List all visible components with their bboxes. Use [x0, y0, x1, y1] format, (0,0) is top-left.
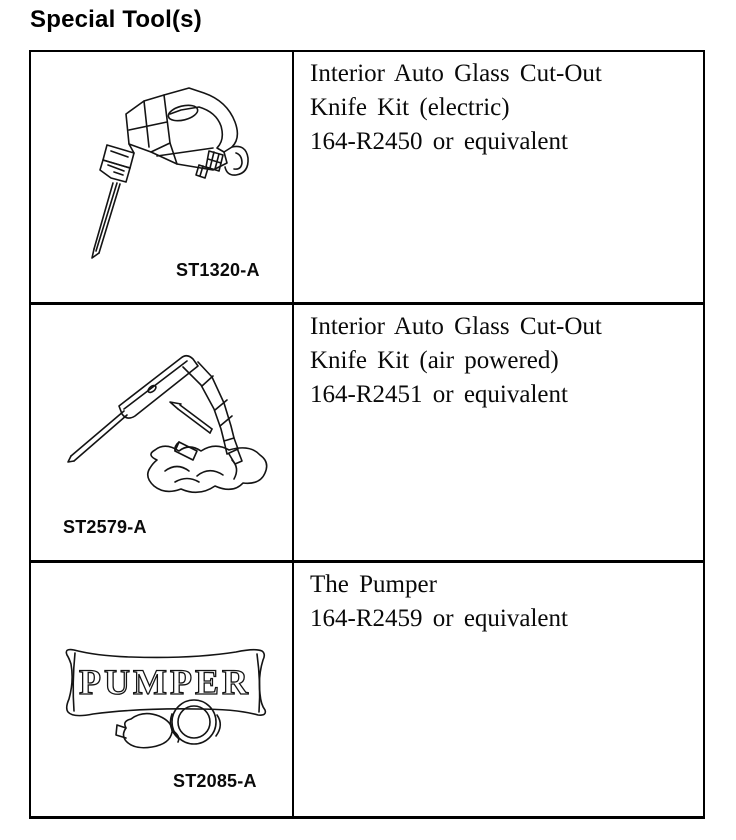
page-title: Special Tool(s) — [30, 6, 202, 33]
description-line: Knife Kit (electric) — [310, 94, 510, 121]
description-cell — [294, 305, 703, 560]
table-row-pumper — [31, 563, 703, 816]
illustration-cell — [31, 52, 294, 302]
description-line: 164-R2451 or equivalent — [310, 381, 568, 408]
description-cell — [294, 52, 703, 302]
table-row-electric-knife — [31, 52, 703, 305]
pumper-banner-text: PUMPER — [79, 662, 251, 702]
illustration-cell — [31, 563, 294, 816]
description-line: Interior Auto Glass Cut-Out — [310, 313, 602, 340]
special-tools-table — [29, 50, 705, 819]
description-line: Interior Auto Glass Cut-Out — [310, 60, 602, 87]
description-line: Knife Kit (air powered) — [310, 347, 559, 374]
tool-id-label: ST1320-A — [176, 260, 260, 280]
description-line: The Pumper — [310, 571, 437, 598]
table-row-air-knife — [31, 305, 703, 563]
tool-id-label: ST2579-A — [63, 517, 147, 537]
description-line: 164-R2450 or equivalent — [310, 128, 568, 155]
tool-id-label: ST2085-A — [173, 771, 257, 791]
description-cell — [294, 563, 703, 816]
description-line: 164-R2459 or equivalent — [310, 605, 568, 632]
illustration-cell — [31, 305, 294, 560]
